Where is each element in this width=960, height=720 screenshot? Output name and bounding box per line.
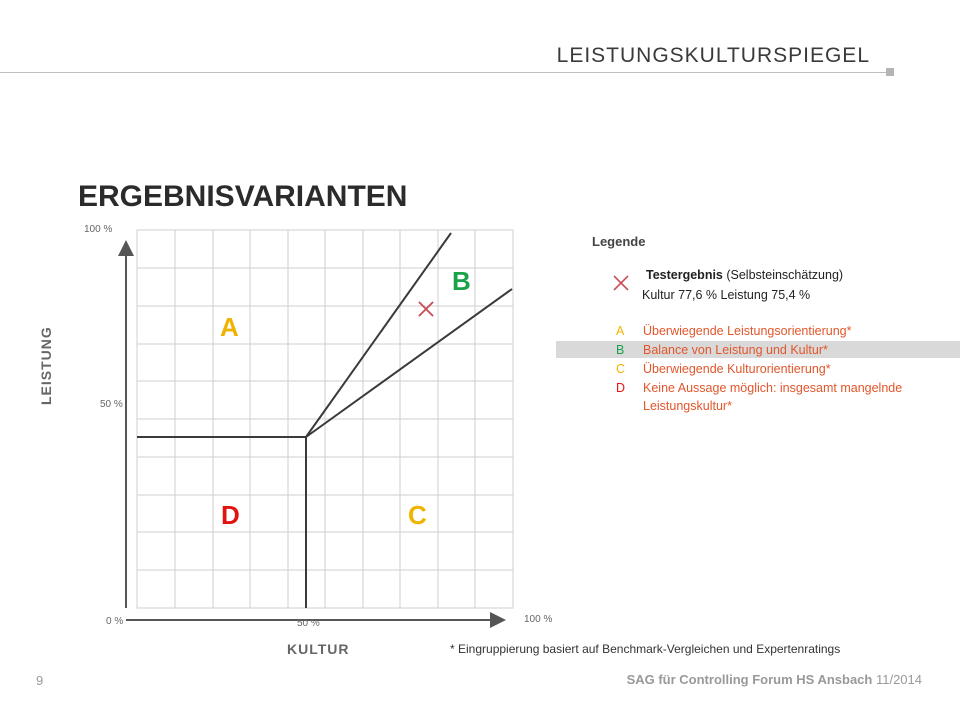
footer-org-name: SAG für Controlling Forum HS Ansbach	[626, 672, 873, 687]
result-marker-icon	[419, 302, 433, 316]
legend-result-label	[646, 268, 843, 282]
legend-text-a: Überwiegende Leistungsorientierung*	[643, 324, 852, 338]
legend-text-d: Keine Aussage möglich: insgesamt mangelnde	[643, 381, 903, 395]
y-tick-50: 50 %	[100, 399, 123, 410]
legend-text-d-cont: Leistungskultur*	[643, 399, 732, 413]
legend-marker-icon	[614, 276, 628, 290]
footer-date: 11/2014	[872, 672, 922, 687]
footer-organization	[500, 672, 922, 687]
legend-title: Legende	[592, 234, 646, 249]
legend-letter-a: A	[616, 324, 625, 338]
y-axis-title: LEISTUNG	[38, 326, 54, 405]
x-tick-100: 100 %	[524, 614, 553, 625]
legend-result-values: Kultur 77,6 % Leistung 75,4 %	[642, 288, 811, 302]
footnote: * Eingruppierung basiert auf Benchmark-Vergleichen und Expertenratings	[450, 642, 841, 656]
legend-text-b: Balance von Leistung und Kultur*	[643, 343, 828, 357]
region-label-d: D	[221, 500, 240, 530]
boundary-steep	[306, 233, 451, 437]
legend-text-c: Überwiegende Kulturorientierung*	[643, 362, 831, 376]
y-tick-100: 100 %	[84, 224, 113, 235]
legend-letter-c: C	[616, 362, 626, 376]
region-label-b: B	[452, 266, 471, 296]
legend-result-bold: Testergebnis	[646, 268, 723, 282]
legend-letter-b: B	[616, 343, 625, 357]
legend-result-rest: (Selbsteinschätzung)	[722, 268, 844, 282]
boundary-shallow	[306, 289, 512, 437]
y-tick-0: 0 %	[106, 616, 124, 627]
region-label-c: C	[408, 500, 427, 530]
legend-letter-d: D	[616, 381, 626, 395]
x-tick-50: 50 %	[297, 618, 320, 629]
header-title: LEISTUNGSKULTURSPIEGEL	[556, 44, 870, 67]
x-axis-title: KULTUR	[287, 641, 350, 657]
slide-title: ERGEBNISVARIANTEN	[78, 180, 408, 213]
page-number: 9	[36, 673, 44, 688]
region-label-a: A	[220, 312, 239, 342]
